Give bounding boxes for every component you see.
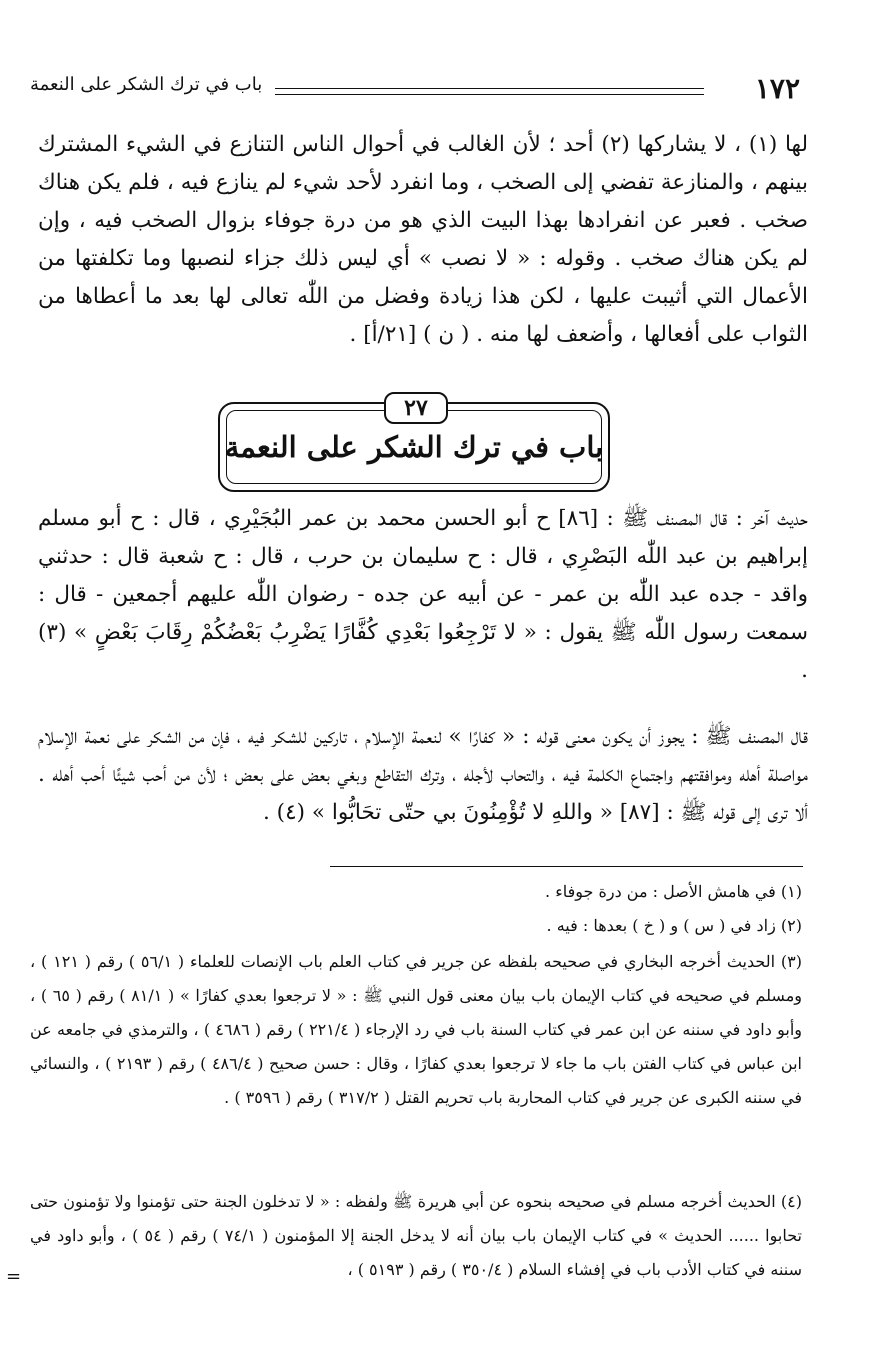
running-title: باب في ترك الشكر على النعمة — [30, 74, 263, 95]
footnote-separator — [330, 866, 803, 867]
chapter-title: باب في ترك الشكر على النعمة — [224, 430, 604, 464]
continuation-mark: = — [6, 1266, 22, 1287]
footnote-2: (٢) زاد في ( س ) و ( خ ) بعدها : فيه . — [546, 916, 802, 935]
page-number: ١٧٢ — [754, 72, 800, 105]
chapter-heading-frame — [218, 392, 610, 492]
chapter-number: ٢٧ — [384, 392, 448, 424]
running-header — [30, 62, 800, 112]
paragraph-2: حديث آخر : قال المصنف ﷺ : [٨٦] ح أبو الحسن محمد بن عمر البُجَيْرِي ، قال : ح أبو مسلم إبراهيم بن عبد اللّٰه البَصْرِي ، قال : ح سليمان بن حرب ، قال : ح شعبة قال : حدثني واقد - جده عبد اللّٰه بن عمر - عن أبيه عن جده - رضوان اللّٰه عليهم أجمعين - قال : سمعت رسول اللّٰه ﷺ يقول : « لا تَرْجِعُوا بَعْدِي كُفَّارًا يَضْرِبُ بَعْضُكُمْ رِقَابَ بَعْضٍ » (٣) . — [38, 506, 808, 683]
footnote-3: (٣) الحديث أخرجه البخاري في صحيحه بلفظه عن جرير في كتاب العلم باب الإنصات للعلماء ( ٥٦/١ ) رقم ( ١٢١ ) ، ومسلم في صحيحه في كتاب الإيمان باب بيان معنى قول النبي ﷺ : « لا ترجعوا بعدي كفارًا » ( ٨١/١ ) رقم ( ٦٥ ) ، وأبو داود في سننه عن ابن عمر في كتاب السنة باب في رد الإرجاء ( ٢٢١/٤ ) رقم ( ٤٦٨٦ ) ، والترمذي في جامعه عن ابن عباس في كتاب الفتن باب ما جاء لا ترجعوا بعدي كفارًا ، وقال : حسن صحيح ( ٤٨٦/٤ ) رقم ( ٢١٩٣ ) ، والنسائي في سننه الكبرى عن جرير في كتاب المحاربة باب تحريم القتل ( ٣١٧/٢ ) رقم ( ٣٥٩٦ ) . — [30, 952, 803, 1107]
footnote-4: (٤) الحديث أخرجه مسلم في صحيحه بنحوه عن أبي هريرة ﷺ ولفظه : « لا تدخلون الجنة حتى تؤمنوا ولا تؤمنون حتى تحابوا ...... الحديث » في كتاب الإيمان باب بيان أنه لا يدخل الجنة إلا المؤمنون ( ٧٤/١ ) رقم ( ٥٤ ) ، وأبو داود في سننه في كتاب الأدب باب في إفشاء السلام ( ٣٥٠/٤ ) رقم ( ٥١٩٣ ) ، — [30, 1192, 802, 1279]
footnote-1: (١) في هامش الأصل : من درة جوفاء . — [545, 882, 802, 901]
paragraph-1: لها (١) ، لا يشاركها (٢) أحد ؛ لأن الغالب في أحوال الناس التنازع في الشيء المشترك بينهم ، والمنازعة تفضي إلى الصخب ، وما انفرد لأحد شيء لم ينازع فيه ، فلم يكن هناك صخب . فعبر عن انفرادها بهذا البيت الذي هو من درة جوفاء بزوال الصخب فيه ، وإن لم يكن هناك صخب . وقوله : « لا نصب » أي ليس ذلك جزاء لنصبها وما تكلفتها من الأعمال التي أثيبت عليها ، لكن هذا زيادة وفضل من اللّٰه تعالى لها بعد ما أعطاها من الثواب على أفعالها ، وأضعف لها منه . ( ن ) [٢١/أ] . — [38, 132, 809, 347]
header-double-rule — [275, 88, 704, 95]
paragraph-3: قال المصنف ﷺ : يجوز أن يكون معنى قوله : « كفارًا » لنعمة الإسلام ، تاركين للشكر فيه ، فإن من الشكر على نعمة الإسلام مواصلة أهله وموافقتهم واجتماع الكلمة فيه ، والتحاب لأجله ، وترك التقاطع وبغي بعض على بعض ؛ لأن من أحب شيئًا أحب أهله . ألا ترى إلى قوله ﷺ : [٨٧] « واللهِ لا تُؤْمِنُونَ بي حتّى تحَابُّوا » (٤) . — [38, 724, 808, 825]
